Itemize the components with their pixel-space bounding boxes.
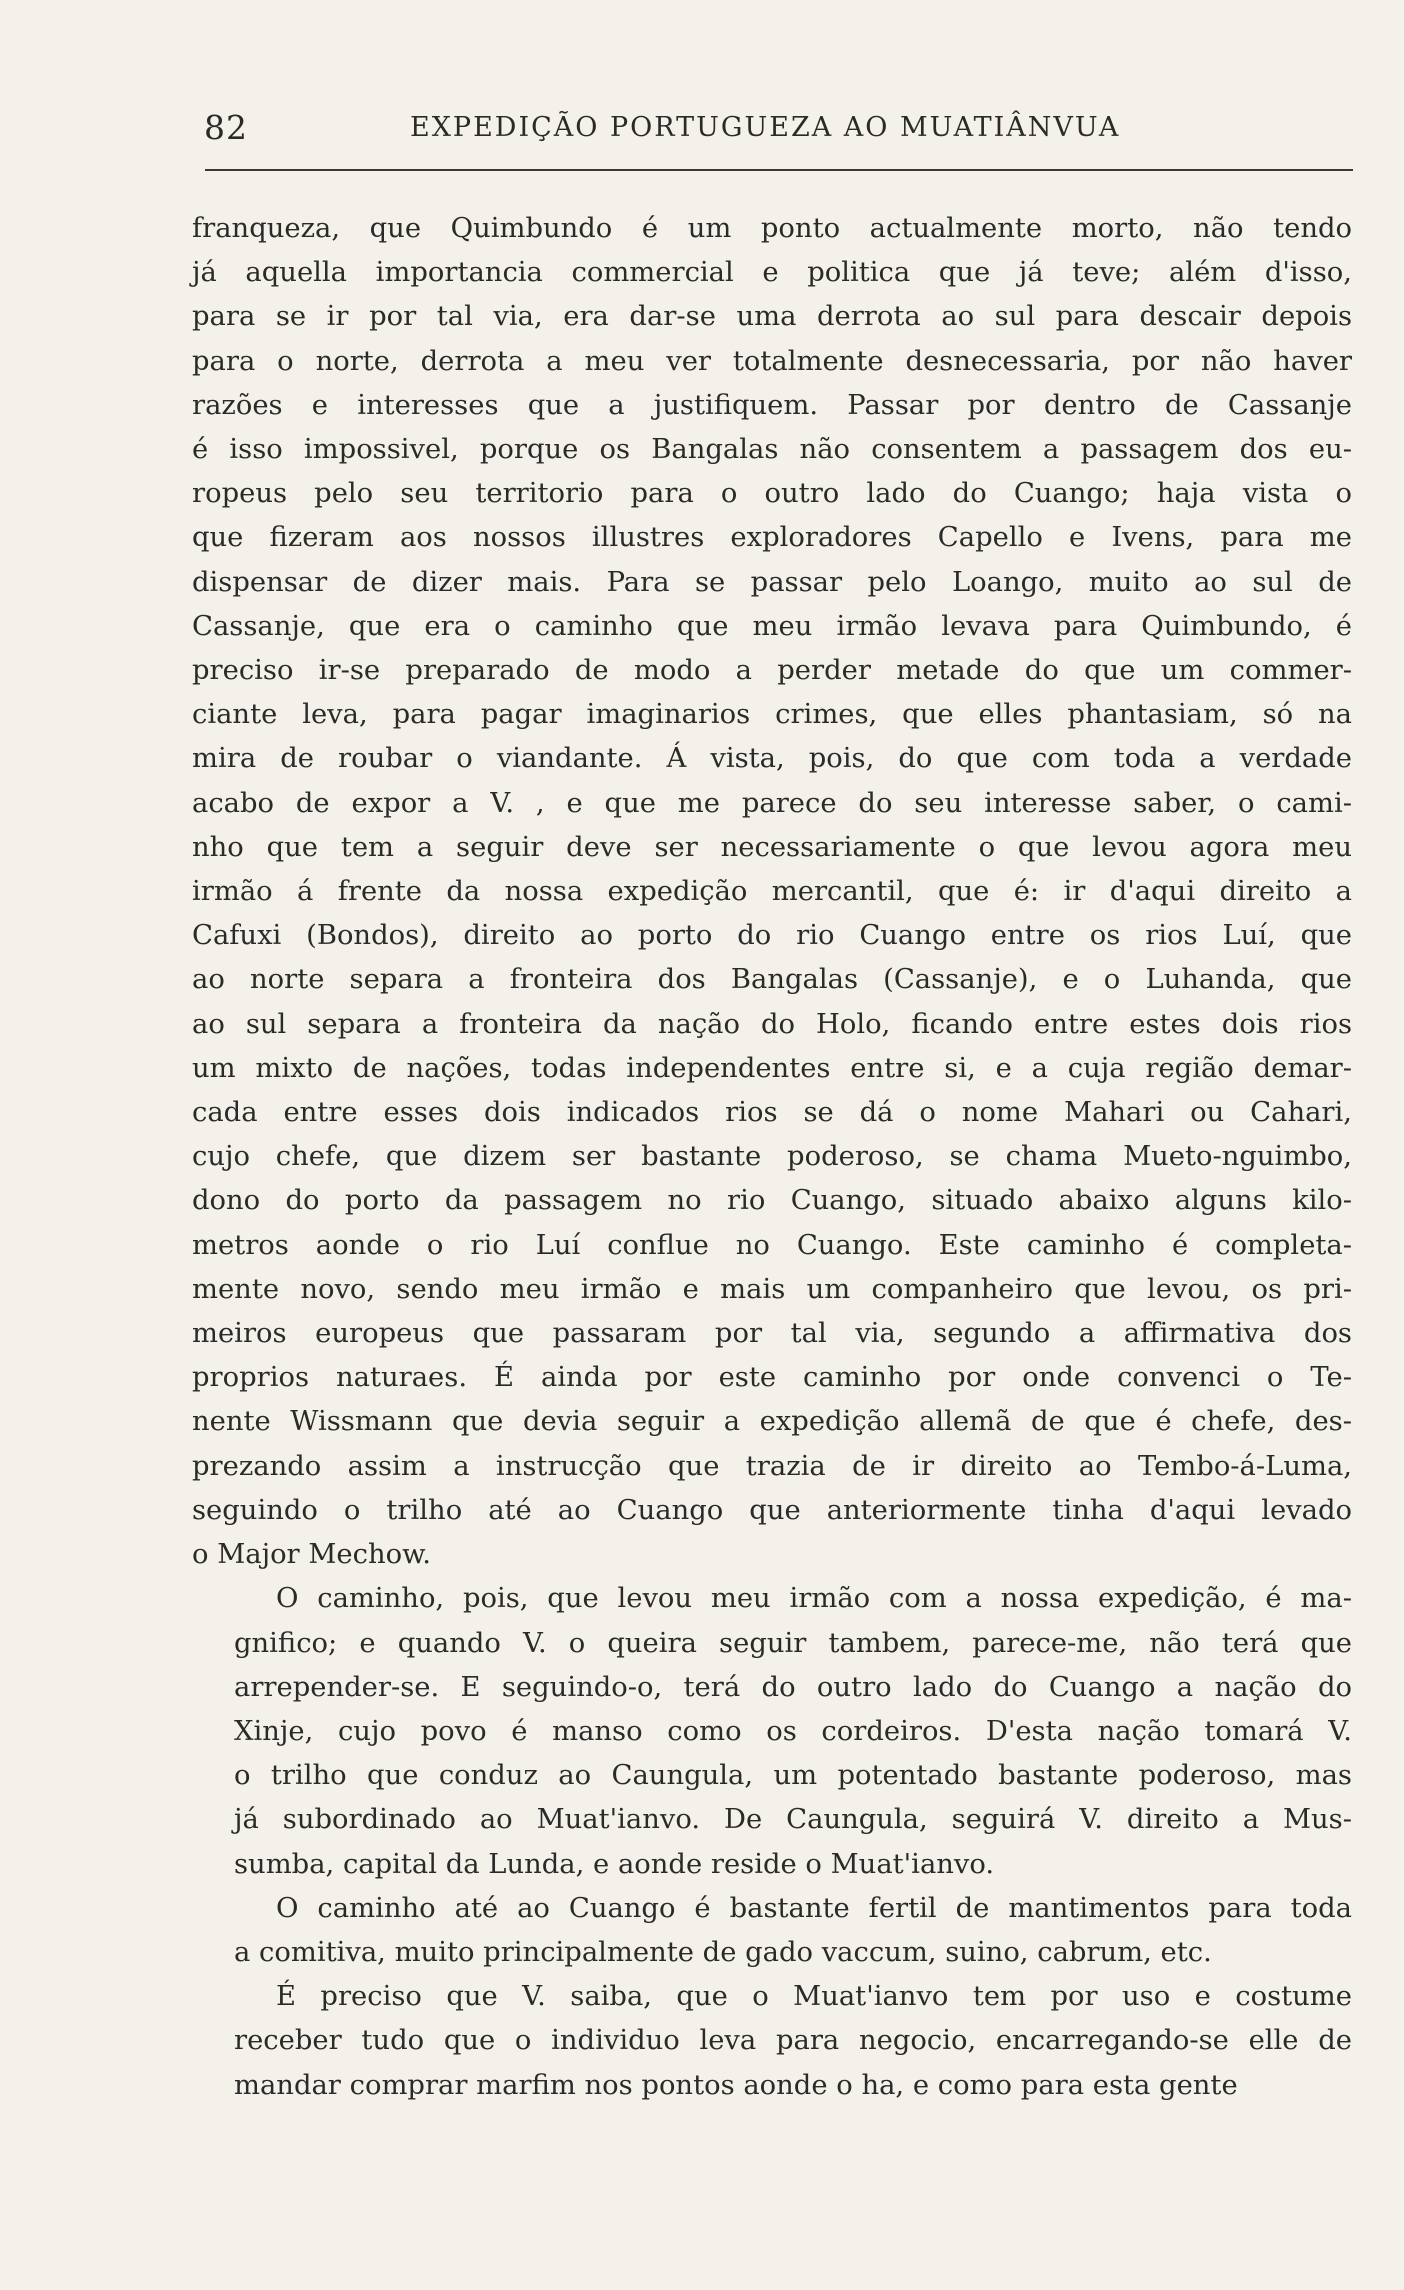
text-line: nente Wissmann que devia seguir a expedição allemã de que é chefe, des- <box>192 1406 1352 1438</box>
text-line: nho que tem a seguir deve ser necessariamente o que levou agora meu <box>192 831 1352 863</box>
text-line: para se ir por tal via, era dar-se uma derrota ao sul para descair depois <box>192 301 1352 333</box>
text-line: gnifico; e quando V. o queira seguir tambem, parece-me, não terá que <box>234 1627 1352 1659</box>
text-line: a comitiva, muito principalmente de gado vaccum, suino, cabrum, etc. <box>234 1936 1212 1968</box>
text-line: O caminho, pois, que levou meu irmão com a nossa expedição, é ma- <box>276 1583 1352 1615</box>
text-line: arrepender-se. E seguindo-o, terá do outro lado do Cuango a nação do <box>234 1671 1352 1703</box>
text-line: acabo de expor a V. , e que me parece do seu interesse saber, o cami- <box>192 787 1352 819</box>
text-line: cada entre esses dois indicados rios se dá o nome Mahari ou Cahari, <box>192 1097 1352 1129</box>
text-line: meiros europeus que passaram por tal via, segundo a affirmativa dos <box>192 1318 1352 1350</box>
text-line: o Major Mechow. <box>192 1539 431 1571</box>
paragraph <box>192 207 1352 1577</box>
text-line: O caminho até ao Cuango é bastante fertil de mantimentos para toda <box>276 1892 1352 1924</box>
text-line: já subordinado ao Muat'ianvo. De Caungula, seguirá V. direito a Mus- <box>234 1804 1352 1836</box>
text-line: já aquella importancia commercial e politica que já teve; além d'isso, <box>192 257 1352 289</box>
running-title: EXPEDIÇÃO PORTUGUEZA AO MUATIÂNVUA <box>410 112 1121 143</box>
text-line: é isso impossivel, porque os Bangalas não consentem a passagem dos eu- <box>192 434 1352 466</box>
paragraph <box>192 1577 1352 1886</box>
body-text <box>192 207 1352 2108</box>
text-line: ao sul separa a fronteira da nação do Holo, ficando entre estes dois rios <box>192 1008 1352 1040</box>
header-rule <box>205 169 1353 171</box>
paragraph <box>192 1887 1352 1975</box>
text-line: o trilho que conduz ao Caungula, um potentado bastante poderoso, mas <box>234 1760 1352 1792</box>
text-line: seguindo o trilho até ao Cuango que anteriormente tinha d'aqui levado <box>192 1494 1352 1526</box>
page-header <box>200 108 1350 152</box>
text-line: franqueza, que Quimbundo é um ponto actualmente morto, não tendo <box>192 213 1352 244</box>
text-line: que fizeram aos nossos illustres exploradores Capello e Ivens, para me <box>192 522 1352 554</box>
text-line: preciso ir-se preparado de modo a perder metade do que um commer- <box>192 655 1352 687</box>
page-number: 82 <box>204 108 248 147</box>
text-line: sumba, capital da Lunda, e aonde reside o Muat'ianvo. <box>234 1848 995 1880</box>
text-line: Cassanje, que era o caminho que meu irmão levava para Quimbundo, é <box>192 610 1352 642</box>
text-line: ciante leva, para pagar imaginarios crimes, que elles phantasiam, só na <box>192 699 1352 731</box>
paragraph <box>192 1975 1352 2108</box>
text-line: um mixto de nações, todas independentes entre si, e a cuja região demar- <box>192 1052 1352 1084</box>
text-line: proprios naturaes. É ainda por este caminho por onde convenci o Te- <box>192 1362 1352 1394</box>
text-line: dispensar de dizer mais. Para se passar pelo Loango, muito ao sul de <box>192 566 1352 598</box>
text-line: cujo chefe, que dizem ser bastante poderoso, se chama Mueto-nguimbo, <box>192 1141 1352 1173</box>
text-line: irmão á frente da nossa expedição mercantil, que é: ir d'aqui direito a <box>192 876 1352 908</box>
text-line: prezando assim a instrucção que trazia de ir direito ao Tembo-á-Luma, <box>192 1450 1352 1482</box>
text-line: dono do porto da passagem no rio Cuango, situado abaixo alguns kilo- <box>192 1185 1352 1217</box>
text-line: mente novo, sendo meu irmão e mais um companheiro que levou, os pri- <box>192 1273 1352 1305</box>
text-line: razões e interesses que a justifiquem. Passar por dentro de Cassanje <box>192 389 1352 421</box>
text-line: ao norte separa a fronteira dos Bangalas (Cassanje), e o Luhanda, que <box>192 964 1352 996</box>
text-line: É preciso que V. saiba, que o Muat'ianvo tem por uso e costume <box>276 1981 1352 2013</box>
text-line: metros aonde o rio Luí conflue no Cuango. Este caminho é completa- <box>192 1229 1352 1261</box>
text-line: receber tudo que o individuo leva para negocio, encarregando-se elle de <box>234 2025 1352 2057</box>
text-line: ropeus pelo seu territorio para o outro lado do Cuango; haja vista o <box>192 478 1352 510</box>
text-line: Xinje, cujo povo é manso como os cordeiros. D'esta nação tomará V. <box>234 1715 1352 1747</box>
text-line: mira de roubar o viandante. Á vista, pois, do que com toda a verdade <box>192 743 1352 775</box>
text-line: Cafuxi (Bondos), direito ao porto do rio Cuango entre os rios Luí, que <box>192 920 1352 952</box>
text-line: mandar comprar marfim nos pontos aonde o ha, e como para esta gente <box>234 2069 1238 2101</box>
text-line: para o norte, derrota a meu ver totalmente desnecessaria, por não haver <box>192 345 1352 377</box>
